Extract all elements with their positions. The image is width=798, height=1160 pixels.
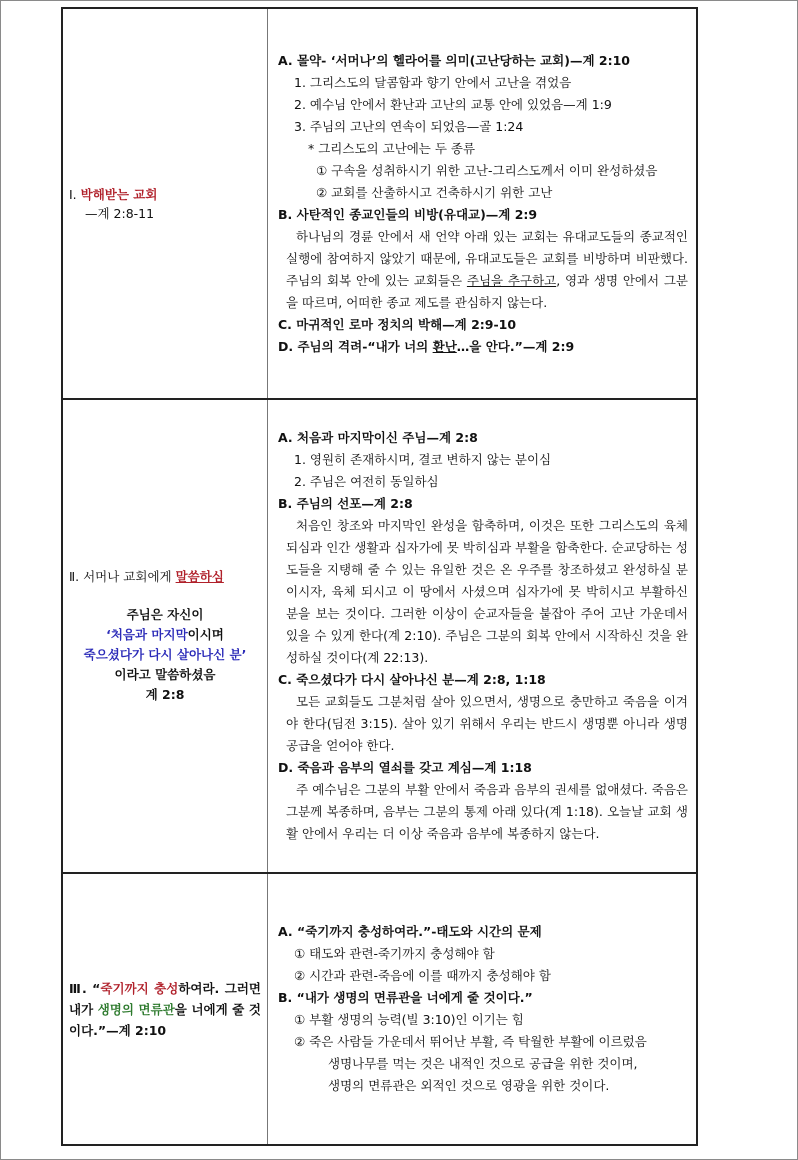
- paragraph-text: 하나님의 경륜 안에서 새 언약 아래 있는 교회는 유대교도들의 종교적인 실행에 참여하지 않았기 때문에, 유대교도들은 교회를 비방하며 비판했다. 주님의 회복 안에 있는 교회들은: [286, 228, 688, 288]
- section-1-point-c: C. 마귀적인 로마 정치의 박해—계 2:9-10: [278, 316, 517, 332]
- section-2-content-cell: [268, 399, 698, 873]
- section-2-title-text: Ⅱ. 서머나 교회에게: [69, 569, 176, 584]
- section-2-point-b-paragraph: 처음인 창조와 마지막인 완성을 함축하며, 이것은 또한 그리스도의 육체되심과 인간 생활과 십자가에 못 박히심과 부활을 함축한다. 순교당하는 성도들을 지탱해 줄 수 있는 유일한 것은 온 우주를 창조하셨고 완성하실 분이시자, 육체 되시고 이 땅에서 사셨으며 십자가에 못 박히시고 부활하신 분을 보는 것이다. 그러한 이상이 순교자들을 붙잡아 주어 고난 가운데서 있을 수 있게 한다(계 2:10). 주님은 그분의 회복 안에서 시작하신 것을 완성하실 것이다(계 22:13).: [286, 518, 688, 665]
- section-2-point-d: D. 죽음과 음부의 열쇠를 갖고 계심—계 1:18: [278, 760, 532, 775]
- section-2-point-b: B. 주님의 선포—계 2:8: [278, 496, 413, 511]
- section-row-1: [62, 8, 697, 399]
- list-item: 1. 영원히 존재하시며, 결코 변하지 않는 분이심: [294, 452, 552, 467]
- list-item: ① 태도와 관련-죽기까지 충성해야 함: [294, 946, 495, 961]
- section-2-point-a: A. 처음과 마지막이신 주님—계 2:8: [278, 430, 478, 445]
- section-1-heading-cell: [62, 8, 268, 399]
- section-3-point-a: A. “죽기까지 충성하여라.”-태도와 시간의 문제: [278, 924, 542, 939]
- list-item: ② 시간과 관련-죽음에 이를 때까지 충성해야 함: [294, 968, 551, 983]
- section-3-point-b: B. “내가 생명의 면류관을 너에게 줄 것이다.”: [278, 990, 533, 1005]
- section-2-line-4: 이라고 말씀하셨음: [114, 667, 216, 682]
- list-item: 생명의 면류관은 외적인 것으로 영광을 위한 것이다.: [328, 1078, 610, 1093]
- list-item: 생명나무를 먹는 것은 내적인 것으로 공급을 위한 것이며,: [328, 1056, 638, 1071]
- section-1-reference: —계 2:8-11: [85, 205, 155, 221]
- section-1-title: 박해받는 교회: [80, 186, 158, 202]
- list-item: ① 부활 생명의 능력(빌 3:10)인 이기는 힘: [294, 1012, 524, 1027]
- section-1-point-d: [278, 336, 688, 358]
- section-1-point-b-paragraph: [278, 226, 688, 314]
- section-2-title-highlight: 말씀하심: [175, 569, 224, 584]
- section-1-numeral: Ⅰ.: [69, 186, 77, 202]
- section-row-2: [62, 399, 697, 873]
- section-1-point-a: A. 몰약- ‘서머나’의 헬라어를 의미(고난당하는 교회)—계 2:10: [278, 52, 630, 68]
- section-2-line-2: [69, 625, 261, 645]
- section-2-point-c: C. 죽으셨다가 다시 살아나신 분—계 2:8, 1:18: [278, 672, 546, 687]
- point-d-text: …을 안다.”—계 2:9: [456, 338, 575, 354]
- section-2-point-d-paragraph: 주 예수님은 그분의 부활 안에서 죽음과 음부의 권세를 없애셨다. 죽음은 그분께 복종하며, 음부는 그분의 통제 아래 있다(계 1:18). 오늘날 교회 생활 안에서 우리는 더 이상 죽음과 음부에 복종하지 않는다.: [286, 782, 688, 841]
- section-2-line-3: 죽으셨다가 다시 살아나신 분’: [83, 647, 247, 662]
- section-row-3: [62, 873, 697, 1145]
- section-1-point-b: B. 사탄적인 종교인들의 비방(유대교)—계 2:9: [278, 206, 538, 222]
- note-heading: * 그리스도의 고난에는 두 종류: [308, 140, 476, 156]
- section-2-title: [69, 567, 261, 587]
- black-text: 이시며: [187, 627, 224, 642]
- underlined-text: 환난: [432, 338, 457, 354]
- list-item: ① 구속을 성취하시기 위한 고난-그리스도께서 이미 완성하셨음: [316, 162, 658, 178]
- section-2-line-5: 계 2:8: [145, 687, 185, 702]
- section-2-point-c-paragraph: 모든 교회들도 그분처럼 살아 있으면서, 생명으로 충만하고 죽음을 이겨야 한다(딤전 3:15). 살아 있기 위해서 우리는 반드시 생명뿐 아니라 생명 공급을 얻어야 한다.: [286, 694, 688, 753]
- section-3-content-cell: [268, 873, 698, 1145]
- section-3-title: [63, 978, 267, 1041]
- paragraph-text: , 영과 생명 안에서 그분을 따르며, 어떠한 종교 제도를 관심하지 않는다.: [286, 272, 689, 310]
- black-text: 을 너에게 줄 것이다.”—계 2:10: [69, 1001, 261, 1038]
- section-2-line-1: 주님은 자신이: [126, 607, 204, 622]
- section-3-heading-cell: [62, 873, 268, 1145]
- black-text: 하여라. 그러면 내가: [69, 980, 261, 1017]
- section-2-heading-cell: [62, 399, 268, 873]
- list-item: ② 죽은 사람들 가운데서 뛰어난 부활, 즉 탁월한 부활에 이르렀음: [294, 1034, 647, 1049]
- list-item: 2. 예수님 안에서 환난과 고난의 교통 안에 있었음—계 1:9: [294, 96, 612, 112]
- green-text: 생명의 면류관: [97, 1001, 175, 1017]
- point-d-text: D. 주님의 격려-“내가 너의: [278, 338, 433, 354]
- blue-text: ‘처음과 마지막: [106, 627, 188, 642]
- red-text: 죽기까지 충성: [100, 980, 179, 996]
- outline-table: [61, 7, 698, 1146]
- section-3-numeral: Ⅲ. “: [69, 980, 101, 996]
- list-item: 1. 그리스도의 달콤함과 향기 안에서 고난을 겪었음: [294, 74, 572, 90]
- list-item: 2. 주님은 여전히 동일하심: [294, 474, 439, 489]
- underlined-text: 주님을 추구하고: [466, 272, 557, 288]
- list-item: 3. 주님의 고난의 연속이 되었음—골 1:24: [294, 118, 524, 134]
- list-item: ② 교회를 산출하시고 건축하시기 위한 고난: [316, 184, 553, 200]
- section-1-content-cell: [268, 8, 698, 399]
